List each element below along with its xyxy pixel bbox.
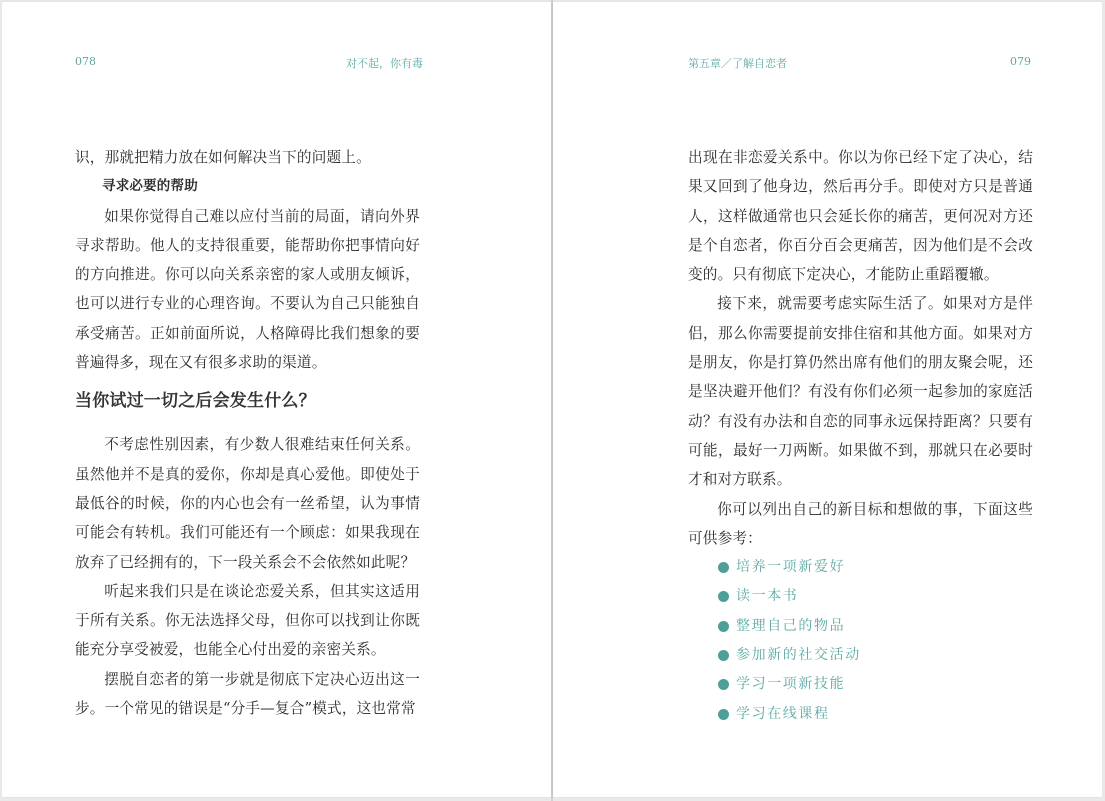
left-page-body bbox=[75, 143, 420, 723]
paragraph: 出现在非恋爱关系中。你以为你已经下定了决心，结果又回到了他身边，然后再分手。即使对方只是普通人，这样做通常也只会延长你的痛苦，更何况对方还是个自恋者，你百分百会更痛苦，因为他们是不会改变的。只有彻底下定决心，才能防止重蹈覆辙。 bbox=[688, 149, 1033, 284]
list-item-label: 参加新的社交活动 bbox=[736, 647, 861, 664]
subheading: 寻求必要的帮助 bbox=[102, 178, 198, 195]
list-item-label: 学习一项新技能 bbox=[736, 676, 846, 693]
bullet-dot-icon bbox=[718, 679, 729, 690]
list-item bbox=[688, 582, 1033, 611]
list-item bbox=[688, 700, 1033, 729]
bullet-dot-icon bbox=[718, 709, 729, 720]
right-page-number: 079 bbox=[1010, 55, 1031, 68]
right-running-title: 第五章／了解自恋者 bbox=[688, 57, 787, 70]
paragraph: 接下来，就需要考虑实际生活了。如果对方是伴侣，那么你需要提前安排住宿和其他方面。如果对方是朋友，你是打算仍然出席有他们的朋友聚会呢，还是坚决避开他们？有没有你们必须一起参加的家庭活动？有没有办法和自恋的同事永远保持距离？只要有可能，最好一刀两断。如果做不到，那就只在必要时才和对方联系。 bbox=[688, 295, 1033, 489]
paragraph: 摆脱自恋者的第一步就是彻底下定决心迈出这一步。一个常见的错误是“分手—复合”模式，这也常常 bbox=[75, 670, 420, 718]
right-page-body bbox=[688, 143, 1033, 729]
paragraph: 听起来我们只是在谈论恋爱关系，但其实这适用于所有关系。你无法选择父母，但你可以找到让你既能充分享受被爱，也能全心付出爱的亲密关系。 bbox=[75, 582, 420, 659]
list-item bbox=[688, 670, 1033, 699]
right-page bbox=[553, 2, 1102, 797]
list-item bbox=[688, 641, 1033, 670]
left-page bbox=[2, 2, 552, 797]
paragraph: 如果你觉得自己难以应付当前的局面，请向外界寻求帮助。他人的支持很重要，能帮助你把事情向好的方向推进。你可以向关系亲密的家人或朋友倾诉，也可以进行专业的心理咨询。不要认为自己只能独自承受痛苦。正如前面所说，人格障碍比我们想象的要普遍得多，现在又有很多求助的渠道。 bbox=[75, 207, 420, 372]
list-item bbox=[688, 612, 1033, 641]
bullet-dot-icon bbox=[718, 621, 729, 632]
paragraph: 你可以列出自己的新目标和想做的事，下面这些可供参考： bbox=[688, 500, 1033, 547]
list-item bbox=[688, 553, 1033, 582]
suggestion-list bbox=[688, 553, 1033, 729]
list-item-label: 培养一项新爱好 bbox=[736, 559, 846, 576]
list-item-label: 学习在线课程 bbox=[736, 705, 830, 722]
paragraph: 不考虑性别因素，有少数人很难结束任何关系。虽然他并不是真的爱你，你却是真心爱他。即使处于最低谷的时候，你的内心也会有一丝希望，认为事情可能会有转机。我们可能还有一个顾虑：如果我现在放弃了已经拥有的，下一段关系会不会依然如此呢？ bbox=[75, 436, 420, 571]
left-running-title: 对不起，你有毒 bbox=[346, 57, 423, 70]
left-page-number: 078 bbox=[75, 55, 96, 68]
section-title: 当你试过一切之后会发生什么？ bbox=[75, 391, 316, 412]
list-item-label: 读一本书 bbox=[736, 588, 799, 605]
bullet-dot-icon bbox=[718, 650, 729, 661]
bullet-dot-icon bbox=[718, 591, 729, 602]
bullet-dot-icon bbox=[718, 562, 729, 573]
paragraph: 识，那就把精力放在如何解决当下的问题上。 bbox=[75, 149, 371, 166]
list-item-label: 整理自己的物品 bbox=[736, 617, 846, 634]
